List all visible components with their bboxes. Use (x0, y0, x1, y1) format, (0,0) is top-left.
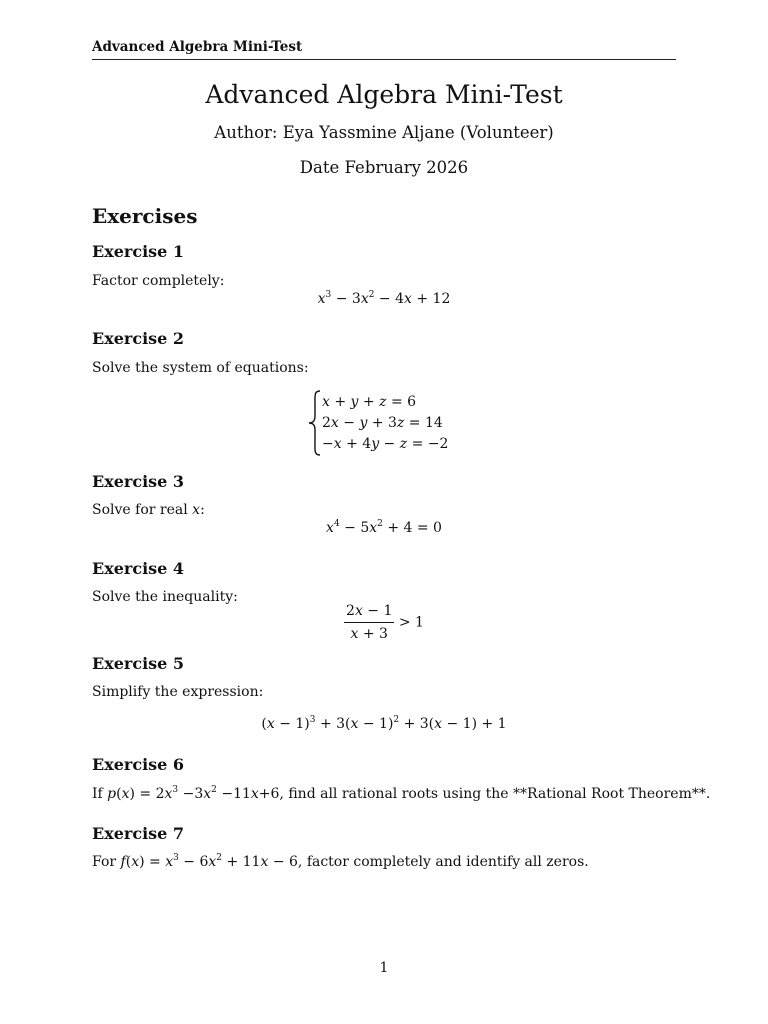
exercise-1-prompt: Factor completely: (92, 273, 225, 289)
exercise-1-heading: Exercise 1 (92, 242, 185, 261)
section-title: Exercises (92, 204, 198, 228)
system-equation-3: −x + 4y − z = −2 (322, 436, 449, 452)
exercise-7-text: For $f(x) = x^3 - 6x^2 + 11x - 6$, factor completely and identify all zeros. (92, 853, 589, 870)
exercise-4-inequality (92, 603, 676, 642)
exercise-5-prompt: Simplify the expression: (92, 684, 264, 700)
exercise-6-heading: Exercise 6 (92, 755, 185, 774)
exercise-5-heading: Exercise 5 (92, 654, 185, 673)
exercise-5-expression: $(x - 1)^3 + 3(x - 1)^2 + 3(x - 1) + 1$ (261, 715, 507, 732)
system-equation-2: 2x − y + 3z = 14 (322, 415, 443, 431)
running-header: Advanced Algebra Mini-Test (92, 39, 303, 55)
inequality-rhs: > 1 (398, 614, 424, 631)
exercise-1-equation: $x^3 - 3x^2 - 4x + 12$ (317, 290, 451, 307)
exercise-3-prompt: Solve for real x: (92, 502, 205, 518)
system-equation-1: x + y + z = 6 (322, 394, 417, 410)
exercise-6-text: If $p(x) = 2x^3 -3x^2 -11x+6$, find all rational roots using the **Rational Root Theorem**. (92, 785, 711, 802)
exercise-7-heading: Exercise 7 (92, 824, 185, 843)
document-title: Advanced Algebra Mini-Test (205, 80, 563, 109)
inequality-fraction: $\frac{2x - 1}{x + 3}$ (346, 603, 393, 642)
left-brace-icon (308, 390, 322, 456)
date-line: Date February 2026 (299, 158, 469, 177)
exercise-3-heading: Exercise 3 (92, 472, 185, 491)
exercise-4-heading: Exercise 4 (92, 559, 185, 578)
author-line: Author: Eya Yassmine Aljane (Volunteer) (214, 123, 554, 142)
page-number: 1 (379, 960, 389, 976)
exercise-4-prompt: Solve the inequality: (92, 589, 238, 605)
exercise-2-heading: Exercise 2 (92, 329, 185, 348)
exercise-2-prompt: Solve the system of equations: (92, 360, 309, 376)
header-rule (92, 59, 676, 60)
exercise-2-system (308, 388, 488, 458)
exercise-3-equation: $x^4 - 5x^2 + 4 = 0$ (326, 519, 442, 536)
